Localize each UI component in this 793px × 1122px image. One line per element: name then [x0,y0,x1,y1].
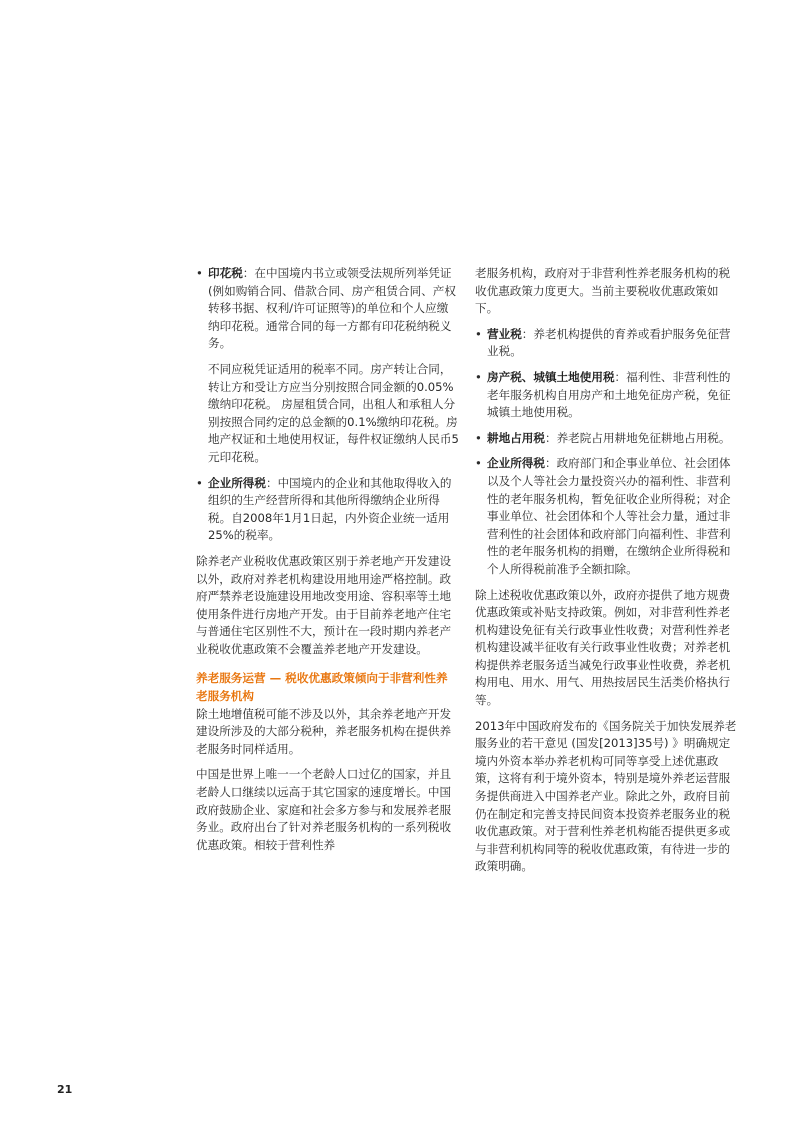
bullet-dot: • [475,326,482,341]
bullet-text: ：福利性、非营利性的老年服务机构自用房产和土地免征房产税，免征城镇土地使用税。 [487,369,731,420]
paragraph: 老服务机构，政府对于非营利性养老服务机构的税收优惠政策力度更大。当前主要税收优惠政策如下。 [475,266,731,316]
bullet-corporate-income-tax [475,455,738,578]
paragraph: 除土地增值税可能不涉及以外，其余养老地产开发建设所涉及的大部分税种，养老服务机构在提供养老服务时同样适用。 [196,706,452,756]
bullet-title: 印花税 [208,266,243,280]
bullet-farmland-tax [475,430,738,448]
bullet-dot: • [475,430,482,445]
bullet-title: 耕地占用税 [487,430,545,445]
bullet-dot: • [475,456,482,471]
stamp-tax-rates: 不同应税凭证适用的税率不同。房产转让合同，转让方和受让方应当分别按照合同金额的0.05%缴纳印花税。 房屋租赁合同，出租人和承租人分别按照合同约定的总金额的0.1%缴纳印花税。房地产权证和土地使用权证，每件权证缴纳人民币5元印花税。 [208,361,459,464]
bullet-title: 营业税 [487,326,522,341]
left-column [196,265,459,862]
bullet-text: ：养老院占用耕地免征耕地占用税。 [544,430,731,445]
section-heading: 养老服务运营 — 税收优惠政策倾向于非营利性养老服务机构 [196,671,448,704]
bullet-title: 房产税、城镇土地使用税 [487,369,615,384]
bullet-text: ：中国境内的企业和其他取得收入的组织的生产经营所得和其他所得缴纳企业所得税。自2008年1月1日起，内外资企业统一适用25%的税率。 [208,475,452,543]
bullet-text: ：政府部门和企事业单位、社会团体以及个人等社会力量投资兴办的福利性、非营利性的老年服务机构，暂免征收企业所得税；对企事业单位、社会团体和个人等社会力量，通过非营利性的社会团体和政府部门向福利性、非营利性的老年服务机构的捐赠，在缴纳企业所得税和个人所得税前准予全额扣除。 [487,456,731,576]
bullet-title: 企业所得税 [487,456,545,471]
bullet-dot: • [196,475,203,490]
bullet-stamp-tax [196,265,459,353]
bullet-business-tax [475,326,738,361]
paragraph: 除上述税收优惠政策以外，政府亦提供了地方规费优惠政策或补贴支持政策。例如，对非营利性养老机构建设免征有关行政事业性收费；对营利性养老机构建设减半征收有关行政事业性收费；对养老机构提供养老服务适当减免行政事业性收费，养老机构用电、用水、用气、用热按居民生活类价格执行等。 [475,587,731,708]
page-number: 21 [57,1083,73,1096]
bullet-property-tax [475,369,738,422]
bullet-title: 企业所得税 [208,475,266,490]
bullet-dot: • [196,266,203,280]
paragraph: 2013年中国政府发布的《国务院关于加快发展养老服务业的若干意见 (国发[2013]35号) 》明确规定境内外资本举办养老机构可同等享受上述优惠政策，这将有利于境外资本，特别是境外养老运营服务提供商进入中国养老产业。除此之外，政府目前仍在制定和完善支持民间资本投资养老服务业的税收优惠政策。对于营利性养老机构能否提供更多或与非营利机构同等的税收优惠政策，有待进一步的政策明确。 [475,718,737,874]
bullet-corporate-income-tax [196,475,459,545]
right-column [475,265,738,884]
bullet-text: ：在中国境内书立或领受法规所列举凭证 (例如购销合同、借款合同、房产租赁合同、产权转移书据、权利/许可证照等)的单位和个人应缴纳印花税。通常合同的每一方都有印花税纳税义务。 [208,266,456,351]
bullet-text: ：养老机构提供的育养或看护服务免征营业税。 [487,326,731,359]
paragraph: 中国是世界上唯一一个老龄人口过亿的国家，并且老龄人口继续以远高于其它国家的速度增长。中国政府鼓励企业、家庭和社会多方参与和发展养老服务业。政府出台了针对养老服务机构的一系列税收优惠政策。相较于营利性养 [196,767,452,852]
bullet-dot: • [475,369,482,384]
paragraph: 除养老产业税收优惠政策区别于养老地产开发建设以外，政府对养老机构建设用地用途严格控制。政府严禁养老设施建设用地改变用途、容积率等土地使用条件进行房地产开发。由于目前养老地产住宅与普通住宅区别性不大，预计在一段时期内养老产业税收优惠政策不会覆盖养老地产开发建设。 [196,553,452,656]
